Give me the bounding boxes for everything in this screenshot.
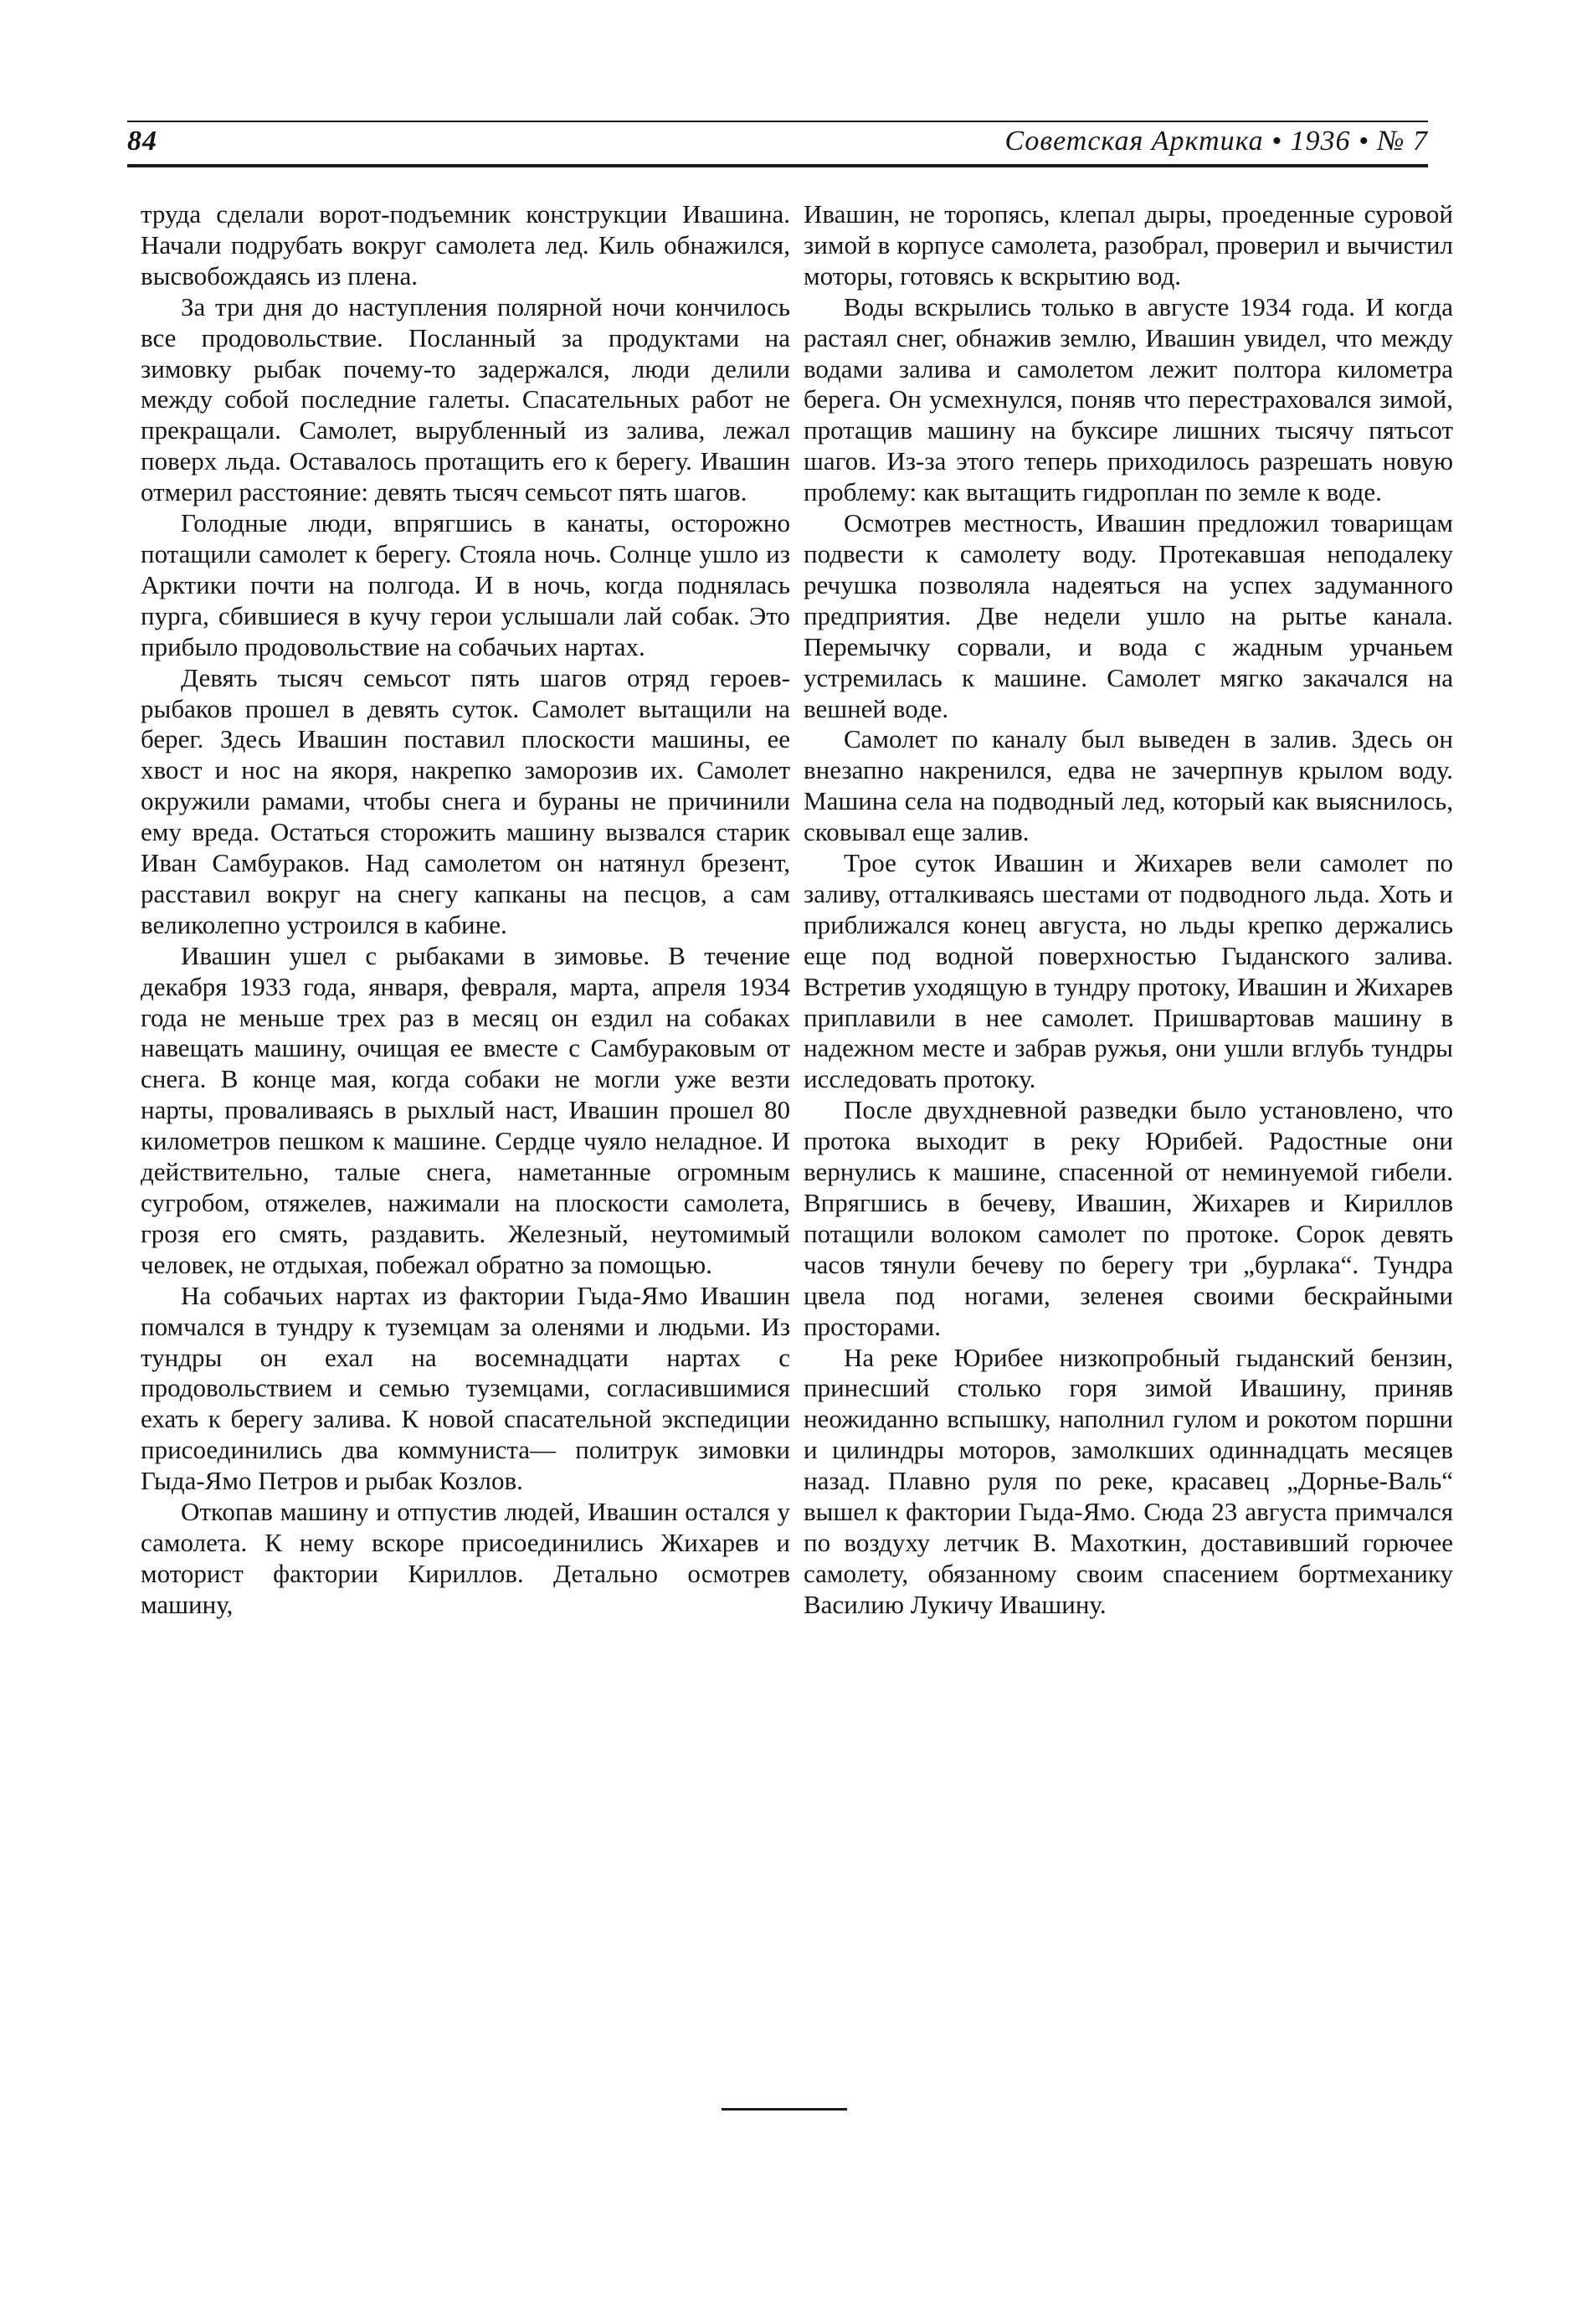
paragraph: Ивашин ушел с рыбаками в зимовье. В течение декабря 1933 года, января, февраля, марта, апреля 1934 года не меньше трех раз в месяц он ездил на собаках навещать машину, очищая ее вместе с Самбураковым от снега. В конце мая, когда собаки не могли уже везти нарты, проваливаясь в рыхлый наст, Ивашин прошел 80 километров пешком к машине. Сердце чуяло неладное. И действительно, талые снега, наметанные огромным сугробом, отяжелев, нажимали на плоскости самолета, грозя его смять, раздавить. Железный, неутомимый человек, не отдыхая, побежал обратно за помощью. (141, 940, 790, 1279)
paragraph: На собачьих нартах из фактории Гыда-Ямо Ивашин помчался в тундру к туземцам за оленями и людьми. Из тундры он ехал на восемнадцати нартах с продовольствием и семью туземцами, согласившимися ехать к берегу залива. К новой спасательной экспедиции присоединились два коммуниста— политрук зимовки Гыда-Ямо Петров и рыбак Козлов. (141, 1280, 790, 1496)
paragraph: После двухдневной разведки было установлено, что протока выходит в реку Юрибей. Радостные они вернулись к машине, спасенной от неминуемой гибели. Впрягшись в бечеву, Ивашин, Жихарев и Кириллов потащили волоком самолет по протоке. Сорок девять часов тянули бечеву по берегу три „бурлака“. Тундра цвела под ногами, зеленея своими бескрайными просторами. (804, 1095, 1453, 1341)
paragraph: Девять тысяч семьсот пять шагов отряд героев-рыбаков прошел в девять суток. Самолет вытащили на берег. Здесь Ивашин поставил плоскости машины, ее хвост и нос на якоря, накрепко заморозив их. Самолет окружили рамами, чтобы снега и бураны не причинили ему вреда. Остаться сторожить машину вызвался старик Иван Самбураков. Над самолетом он натянул брезент, расставил вокруг на снегу капканы на песцов, а сам великолепно устроился в кабине. (141, 662, 790, 939)
page-number: 84 (127, 126, 157, 157)
paragraph: Откопав машину и отпустив людей, Ивашин остался у самолета. К нему вскоре присоединились Жихарев и моторист фактории Кириллов. Детально осмотрев машину, (141, 1497, 790, 1619)
header-rule (127, 164, 1428, 167)
right-column (804, 199, 1453, 1621)
paragraph: Голодные люди, впрягшись в канаты, осторожно потащили самолет к берегу. Стояла ночь. Солнце ушло из Арктики почти на полгода. И в ночь, когда поднялась пурга, сбившиеся в кучу герои услышали лай собак. Это прибыло продовольствие на собачьих нартах. (141, 508, 790, 661)
paragraph: Самолет по каналу был выведен в залив. Здесь он внезапно накренился, едва не зачерпнув крылом воду. Машина села на подводный лед, который как выяснилось, сковывал еще залив. (804, 724, 1453, 847)
paragraph: Воды вскрылись только в августе 1934 года. И когда растаял снег, обнажив землю, Ивашин увидел, что между водами залива и самолетом лежит полтора километра берега. Он усмехнулся, поняв что перестраховался зимой, протащив машину на буксире лишних тысячу пятьсот шагов. Из-за этого теперь приходилось разрешать новую проблему: как вытащить гидроплан по земле к воде. (804, 291, 1453, 507)
top-rule (127, 121, 1428, 122)
journal-title: Советская Арктика • 1936 • № 7 (1004, 126, 1428, 157)
article-end-rule (722, 2108, 847, 2111)
page-header (127, 126, 1428, 167)
paragraph: труда сделали ворот-подъемник конструкции Ивашина. Начали подрубать вокруг самолета лед. Киль обнажился, высвобождаясь из плена. (141, 199, 790, 290)
paragraph: Осмотрев местность, Ивашин предложил товарищам подвести к самолету воду. Протекавшая неподалеку речушка позволяла надеяться на успех задуманного предприятия. Две недели ушло на рытье канала. Перемычку сорвали, и вода с жадным урчаньем устремилась к машине. Самолет мягко закачался на вешней воде. (804, 508, 1453, 723)
left-column (141, 199, 790, 1621)
paragraph: Ивашин, не торопясь, клепал дыры, проеденные суровой зимой в корпусе самолета, разобрал, проверил и вычистил моторы, готовясь к вскрытию вод. (804, 199, 1453, 290)
paragraph: Трое суток Ивашин и Жихарев вели самолет по заливу, отталкиваясь шестами от подводного льда. Хоть и приближался конец августа, но льды крепко держались еще под водной поверхностью Гыданского залива. Встретив уходящую в тундру протоку, Ивашин и Жихарев приплавили в нее самолет. Пришвартовав машину в надежном месте и забрав ружья, они ушли вглубь тундры исследовать протоку. (804, 848, 1453, 1094)
paragraph: На реке Юрибее низкопробный гыданский бензин, принесший столько горя зимой Ивашину, приняв неожиданно вспышку, наполнил гулом и рокотом поршни и цилиндры моторов, замолкших одиннадцать месяцев назад. Плавно руля по реке, красавец „Дорнье-Валь“ вышел к фактории Гыда-Ямо. Сюда 23 августа примчался по воздуху летчик В. Махоткин, доставивший горючее самолету, обязанному своим спасением бортмеханику Василию Лукичу Ивашину. (804, 1342, 1453, 1619)
paragraph: За три дня до наступления полярной ночи кончилось все продовольствие. Посланный за продуктами на зимовку рыбак почему-то задержался, люди делили между собой последние галеты. Спасательных работ не прекращали. Самолет, вырубленный из залива, лежал поверх льда. Оставалось протащить его к берегу. Ивашин отмерил расстояние: девять тысяч семьсот пять шагов. (141, 291, 790, 507)
